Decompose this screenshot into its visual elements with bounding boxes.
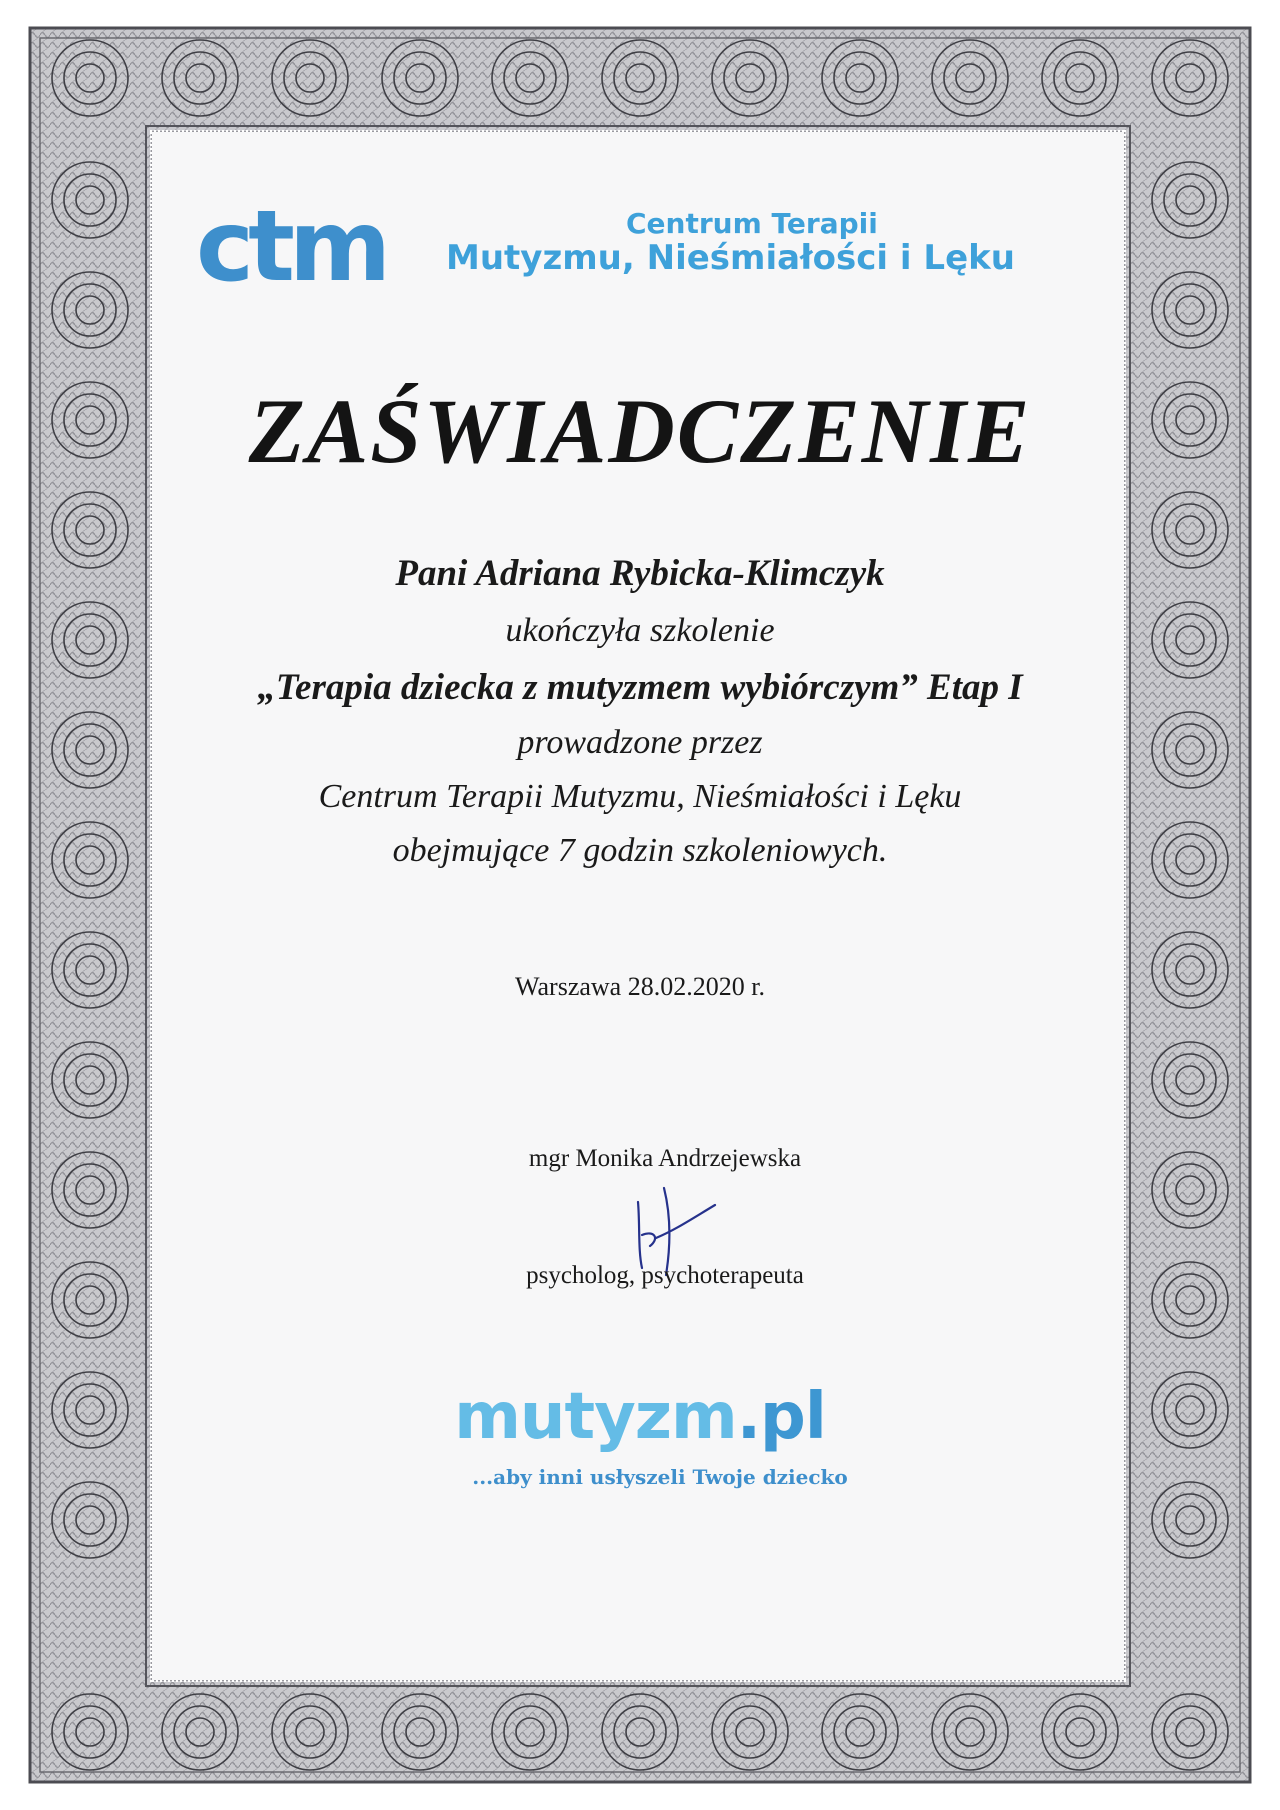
organization-name: [446, 208, 1126, 277]
recipient-name: Pani Adriana Rybicka-Klimczyk: [395, 553, 885, 594]
signatory-role: psycholog, psychoterapeuta: [526, 1262, 804, 1289]
svg-text:ctm: ctm: [196, 198, 386, 298]
org-name-line-2: Mutyzmu, Nieśmiałości i Lęku: [446, 238, 1015, 279]
brand-tld: .pl: [736, 1380, 826, 1454]
signatory-name: mgr Monika Andrzejewska: [528, 1145, 802, 1172]
conducted-by-text: prowadzone przez: [517, 724, 763, 761]
course-name: „Terapia dziecka z mutyzmem wybiórczym” Etap I: [257, 667, 1023, 708]
place-and-date: Warszawa 28.02.2020 r.: [515, 972, 765, 1001]
org-name-line-1: Centrum Terapii: [626, 207, 878, 240]
organizer-text: Centrum Terapii Mutyzmu, Nieśmiałości i Lęku: [318, 778, 962, 815]
ctm-logo: [196, 198, 436, 298]
brand-main: mutyzm: [454, 1380, 737, 1454]
certificate-title: ZAŚWIADCZENIE: [248, 380, 1032, 482]
hours-text: obejmujące 7 godzin szkoleniowych.: [392, 832, 888, 869]
completion-text: ukończyła szkolenie: [505, 612, 775, 649]
footer-slogan: ...aby inni usłyszeli Twoje dziecko: [472, 1465, 848, 1489]
mutyzm-pl-logo: [150, 1380, 1130, 1454]
mutyzm-pl-wordmark: [454, 1380, 826, 1454]
